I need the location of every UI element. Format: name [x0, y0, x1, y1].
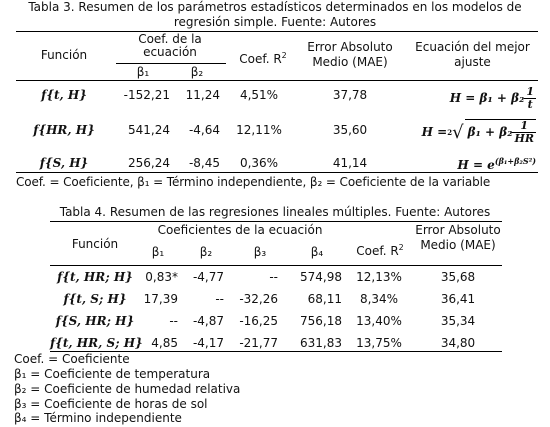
table4-row2-func: f{t, S; H}	[63, 292, 127, 306]
table4-row3-b1: --	[169, 314, 178, 328]
table4-row2-b4: 68,11	[307, 292, 342, 306]
table4-header-b4: β₄	[310, 245, 324, 259]
table4-header-coefs: Coeficientes de la ecuación	[157, 223, 323, 237]
table4-header-r2	[346, 240, 414, 259]
table3-row3-r2: 0,36%	[239, 156, 279, 170]
table3-note: Coef. = Coeficiente, β₁ = Término independiente, β₂ = Coeficiente de la variable	[16, 175, 491, 189]
table4-note-2: β₁ = Coeficiente de temperatura	[14, 367, 211, 381]
table3-row3-b2: -8,45	[188, 156, 220, 170]
table3-header-r2-label: Coef. R	[239, 52, 282, 66]
table4-note-4: β₃ = Coeficiente de horas de sol	[14, 397, 208, 411]
table3-row3-func: f{S, H}	[39, 156, 89, 170]
table3-header-b2: β₂	[190, 65, 204, 79]
table4-row4-mae: 34,80	[440, 336, 476, 350]
table3-row1-equation	[412, 80, 536, 116]
eq2-num: 1	[512, 120, 536, 133]
table4-row4-b1: 4,85	[151, 336, 178, 350]
table3-row2-mae: 35,60	[332, 123, 368, 137]
table3-row3-mae: 41,14	[332, 156, 368, 170]
table4-note-5: β₄ = Término independiente	[14, 411, 182, 425]
table4-row3-b3: -16,25	[239, 314, 278, 328]
table3-row1-func: f{t, H}	[41, 88, 87, 102]
table3-row3-b1: 256,24	[128, 156, 170, 170]
table4-row1-b2: -4,77	[192, 270, 224, 284]
eq3-exponent: (β₁+β₂S²)	[494, 156, 536, 166]
table4-row1-mae: 35,68	[440, 270, 476, 284]
table4-row1-func: f{t, HR; H}	[57, 270, 133, 284]
table3-header-coef: Coef. de la ecuación	[138, 32, 202, 59]
table4-row1-r2: 12,13%	[356, 270, 402, 284]
table4-row2-b3: -32,26	[239, 292, 278, 306]
table4-row3-b4: 756,18	[300, 314, 342, 328]
table4-header-mae: Error Absoluto Medio (MAE)	[415, 223, 501, 252]
table4-header-r2-label: Coef. R	[356, 244, 399, 258]
table4-row2-mae: 36,41	[440, 292, 476, 306]
table3-row1-mae: 37,78	[332, 88, 368, 102]
table4-row1-b4: 574,98	[300, 270, 342, 284]
table4-header-funcion: Función	[71, 237, 119, 251]
table4-row4-b3: -21,77	[239, 336, 278, 350]
table3-header-r2-sup: 2	[281, 51, 287, 60]
table4-note-1: Coef. = Coeficiente	[14, 352, 130, 366]
table4-header-r2-sup: 2	[398, 243, 404, 252]
table4-caption: Tabla 4. Resumen de las regresiones lineales múltiples. Fuente: Autores	[59, 205, 491, 219]
table3-header-funcion: Función	[40, 48, 88, 62]
table3-row2-b2: -4,64	[188, 123, 220, 137]
table3-top-rule	[16, 31, 538, 32]
table4-header-b3: β₃	[253, 245, 267, 259]
table3-row1-b1: -152,21	[123, 88, 170, 102]
table3-coef-rule	[116, 63, 226, 64]
table4-header-b1: β₁	[151, 245, 165, 259]
table3-row2-r2: 12,11%	[236, 123, 282, 137]
table3-row1-b2: 11,24	[185, 88, 220, 102]
eq1-lhs: H = β₁ + β₂	[449, 90, 525, 105]
table4-row4-b4: 631,83	[300, 336, 342, 350]
table3-row3-equation	[412, 154, 536, 173]
table4-row2-b2: --	[215, 292, 224, 306]
eq2-body: β₁ + β₂	[467, 125, 513, 139]
eq1-fraction	[524, 86, 536, 111]
table3-caption: Tabla 3. Resumen de los parámetros estadísticos determinados en los modelos de regresión simple. Fuente: Autores	[28, 0, 522, 29]
eq2-den: HR	[514, 132, 534, 145]
table4-note-3: β₂ = Coeficiente de humedad relativa	[14, 382, 241, 396]
radical-sign-icon: √	[452, 121, 464, 143]
eq1-num: 1	[526, 84, 534, 98]
table4-header-rule	[50, 265, 502, 266]
table4-row4-r2: 13,75%	[356, 336, 402, 350]
table4-row4-b2: -4,17	[192, 336, 224, 350]
table3-row2-b1: 541,24	[128, 123, 170, 137]
eq3-lhs: H = e	[457, 158, 495, 172]
table4-header-b2: β₂	[199, 245, 213, 259]
eq1-den: t	[527, 97, 533, 111]
table4-row3-func: f{S, HR; H}	[55, 314, 135, 328]
table4-row3-mae: 35,34	[440, 314, 476, 328]
table3-bottom-rule	[16, 172, 538, 173]
table3-header-mae: Error Absoluto Medio (MAE)	[307, 40, 393, 69]
eq2-lhs: H =	[421, 124, 448, 139]
table3-row1-r2: 4,51%	[239, 88, 279, 102]
table3-row2-equation	[412, 114, 536, 150]
table4-top-rule	[50, 221, 502, 222]
table3-header-b1: β₁	[136, 65, 150, 79]
eq2-radicand	[465, 119, 536, 145]
table3-row2-func: f{HR, H}	[33, 123, 95, 137]
table4-row1-b3: --	[269, 270, 278, 284]
table4-row3-b2: -4,87	[192, 314, 224, 328]
table4-row2-r2: 8,34%	[359, 292, 399, 306]
table4-row1-b1: 0,83*	[145, 270, 178, 284]
table3-header-r2	[228, 48, 298, 67]
eq2-fraction	[512, 120, 536, 145]
table4-row4-func: f{t, HR, S; H}	[50, 336, 143, 350]
table4-row2-b1: 17,39	[143, 292, 178, 306]
table3-header-eq: Ecuación del mejor ajuste	[415, 40, 530, 69]
eq2-root-index: 2	[447, 127, 453, 137]
table4-row3-r2: 13,40%	[356, 314, 402, 328]
